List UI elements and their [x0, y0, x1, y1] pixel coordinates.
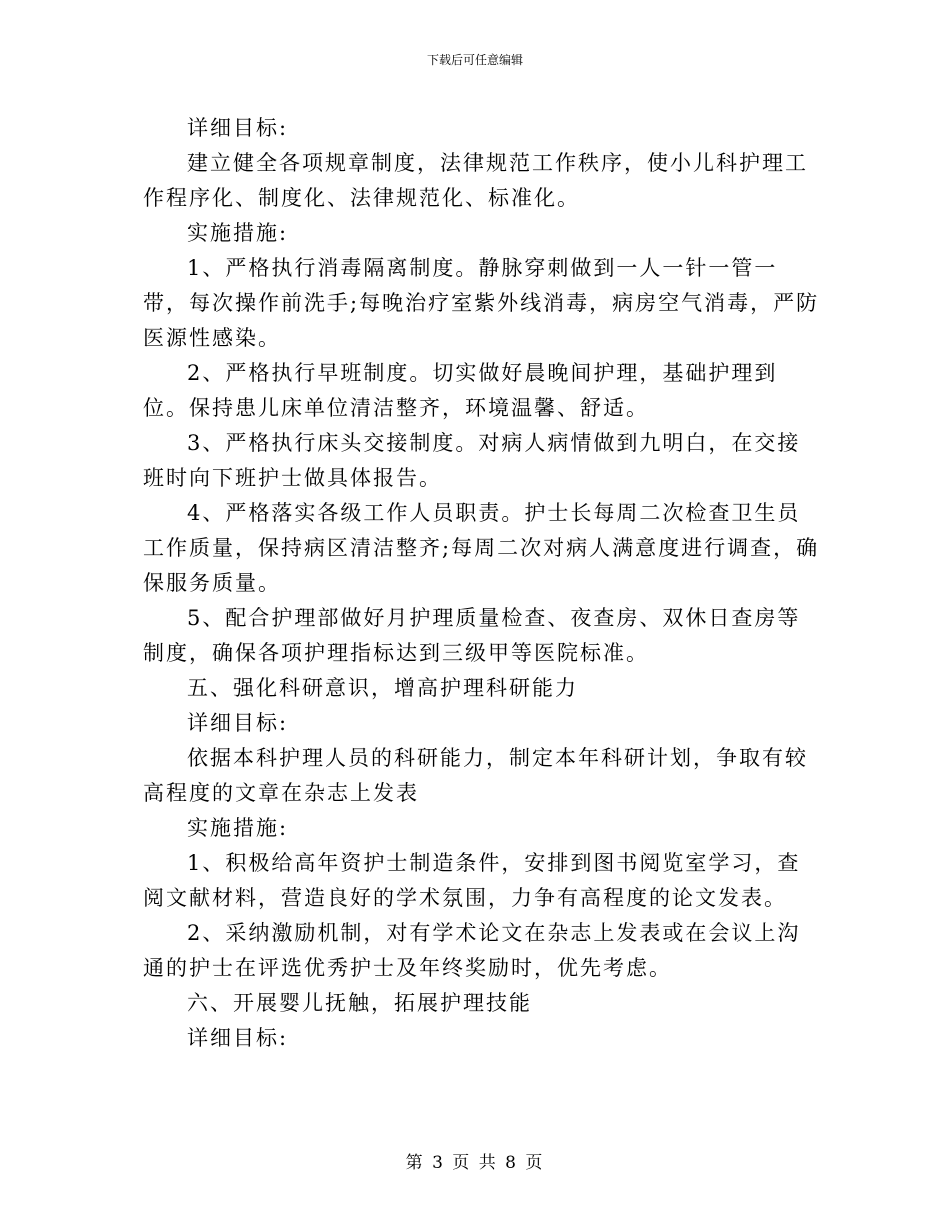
paragraph: 建立健全各项规章制度，法律规范工作秩序，使小儿科护理工作程序化、制度化、法律规范化、标准化。 — [143, 151, 808, 210]
paragraph: 实施措施: — [187, 221, 289, 245]
paragraph: 2、严格执行早班制度。切实做好晨晚间护理，基础护理到位。保持患儿床单位清洁整齐，环境温馨、舒适。 — [143, 361, 778, 420]
paragraph: 4、严格落实各级工作人员职责。护士长每周二次检查卫生员工作质量，保持病区清洁整齐;每周二次对病人满意度进行调查，确保服务质量。 — [143, 501, 820, 595]
paragraph: 1、积极给高年资护士制造条件，安排到图书阅览室学习，查阅文献材料，营造良好的学术氛围，力争有高程度的论文发表。 — [143, 851, 801, 910]
paragraph: 实施措施: — [187, 816, 289, 840]
paragraph: 5、配合护理部做好月护理质量检查、夜查房、双休日查房等制度，确保各项护理指标达到三级甲等医院标准。 — [143, 606, 801, 665]
paragraph: 依据本科护理人员的科研能力，制定本年科研计划，争取有较高程度的文章在杂志上发表 — [143, 746, 808, 805]
section-heading: 五、强化科研意识，增高护理科研能力 — [187, 676, 578, 700]
section-heading: 六、开展婴儿抚触，拓展护理技能 — [187, 991, 532, 1015]
paragraph: 1、严格执行消毒隔离制度。静脉穿刺做到一人一针一管一带，每次操作前洗手;每晚治疗室紫外线消毒，病房空气消毒，严防医源性感染。 — [143, 256, 820, 350]
page-header: 下载后可任意编辑 — [426, 53, 523, 67]
paragraph: 2、采纳激励机制，对有学术论文在杂志上发表或在会议上沟通的护士在评选优秀护士及年终奖励时，优先考虑。 — [143, 921, 801, 980]
paragraph: 3、严格执行床头交接制度。对病人病情做到九明白，在交接班时向下班护士做具体报告。 — [143, 431, 801, 490]
paragraph: 详细目标: — [187, 1026, 289, 1050]
document-body — [143, 111, 823, 1056]
page-number: 第 3 页 共 8 页 — [405, 1153, 545, 1173]
paragraph: 详细目标: — [187, 711, 289, 735]
paragraph: 详细目标: — [187, 116, 289, 140]
